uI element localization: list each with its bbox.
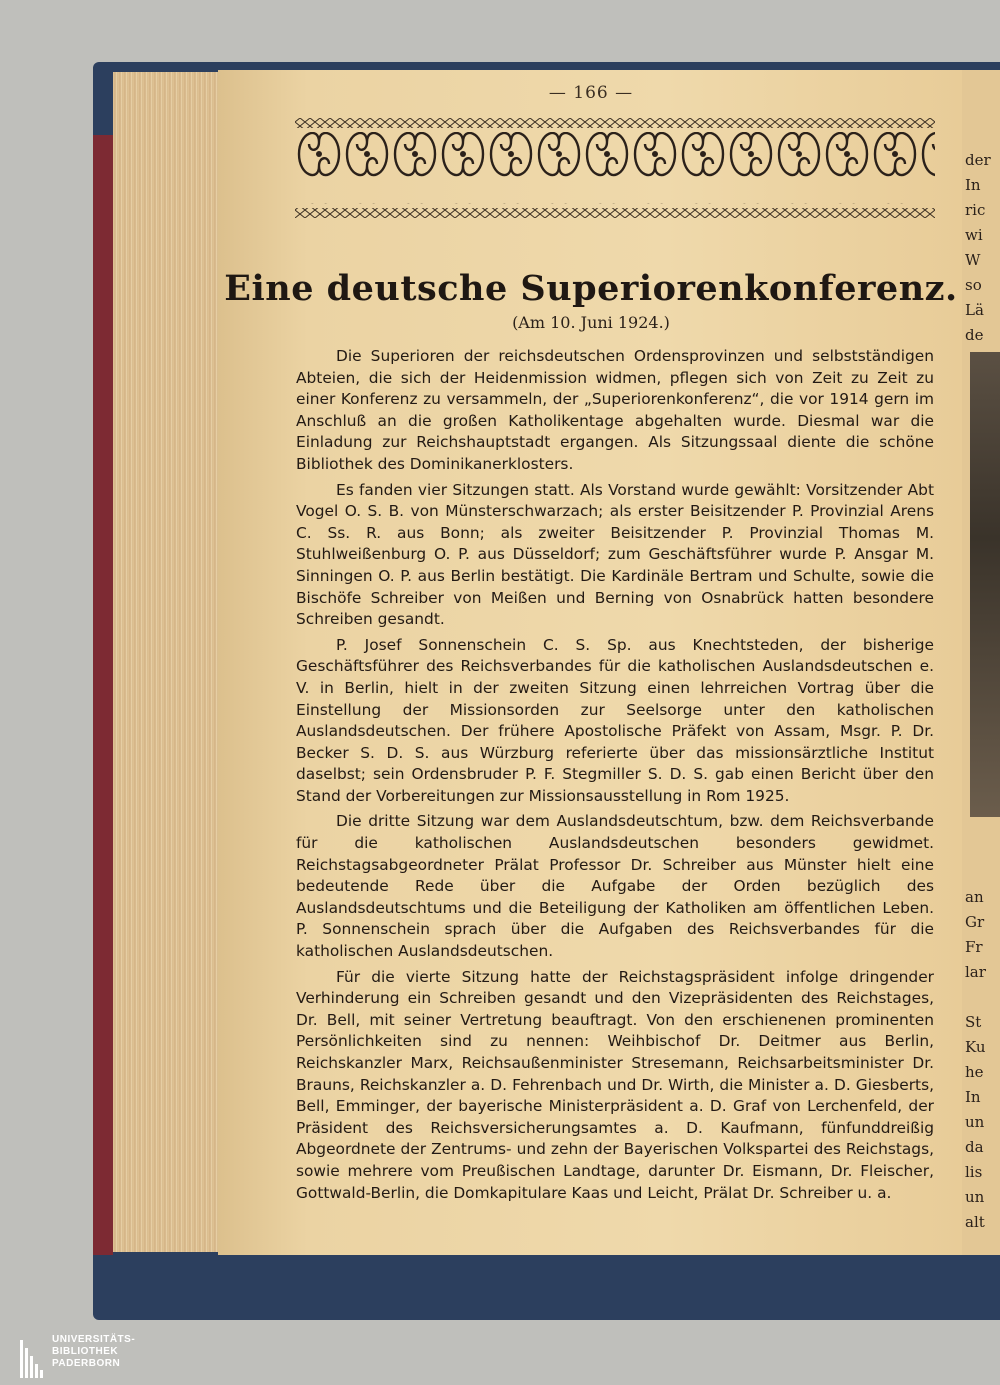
facing-page-text-top: der In ric wi W so Lä de: [965, 151, 991, 344]
facing-page: [962, 70, 1000, 1255]
article-title: Eine deutsche Superiorenkonferenz.: [224, 268, 958, 309]
paragraph: P. Josef Sonnenschein C. S. Sp. aus Knechtsteden, der bisherige Geschäftsführer des Reichsverbandes für die katholischen Auslandsdeutschen e. V. in Berlin, hielt in der zweiten Sitzung einen lehrreichen Vortrag über die Einstellung der Missionsorden zur Seelsorge unter den katholischen Auslandsdeutschen. Der frühere Apostolische Präfekt von Assam, Msgr. P. Dr. Becker S. D. S. aus Würzburg referierte über das missionsärztliche Institut daselbst; sein Ordensbruder P. F. Stegmiller S. D. S. gab einen Bericht über den Stand der Vorbereitungen zur Missionsausstellung in Rom 1925.: [296, 635, 934, 805]
paragraph: Es fanden vier Sitzungen statt. Als Vorstand wurde gewählt: Vorsitzender Abt Vogel O. S. B. von Münsterschwarzach; als erster Beisitzender P. Provinzial Arens C. Ss. R. aus Bonn; als zweiter Beisitzender P. Provinzial Thomas M. Stuhlweißenburg O. P. aus Düsseldorf; zum Geschäftsführer wurde P. Ansgar M. Sinningen O. P. aus Berlin bestätigt. Die Kardinäle Bertram und Schulte, sowie die Bischöfe Schreiber von Meißen und Berning von Osnabrück hatten besondere Schreiben gesandt.: [296, 480, 934, 629]
library-logo-text: UNIVERSITÄTS- BIBLIOTHEK PADERBORN: [52, 1334, 136, 1369]
page-number: — 166 —: [548, 83, 634, 103]
ornamental-header-band: [295, 118, 935, 218]
library-logo: [20, 1332, 220, 1382]
facing-page-photo: [970, 352, 1000, 817]
article-date: (Am 10. Juni 1924.): [512, 313, 670, 332]
paragraph: Die Superioren der reichsdeutschen Ordensprovinzen und selbstständigen Abteien, die sich der Heidenmission widmen, pflegen sich von Zeit zu Zeit zu einer Konferenz zu versammeln, der „Superiorenkonferenz“, die vor 1914 gern im Anschluß an die großen Katholikentage abgehalten wurde. Diesmal war die Einladung zur Reichshauptstadt ergangen. Als Sitzungssaal diente die schöne Bibliothek des Dominikanerklosters.: [296, 347, 934, 473]
paragraph: Die dritte Sitzung war dem Auslandsdeutschtum, bzw. dem Reichsverbande für die katholischen Auslandsdeutschen besonders gewidmet. Reichstagsabgeordneter Prälat Professor Dr. Schreiber aus Münster hielt eine bedeutende Rede über die Aufgabe der Orden bezüglich des Auslandsdeutschtums und die Beteiligung der Katholiken am öffentlichen Leben. P. Sonnenschein sprach über die Aufgaben des Reichsverbandes für die katholischen Auslandsdeutschen.: [296, 812, 934, 961]
book-spine-binding: [93, 135, 113, 1255]
paragraph: Für die vierte Sitzung hatte der Reichstagspräsident infolge dringender Verhinderung ein Schreiben gesandt und den Vizepräsidenten des Reichstages, Dr. Bell, mit seiner Vertretung beauftragt. Von den erschienenen prominenten Persönlichkeiten sind zu nennen: Weihbischof Dr. Deitmer aus Berlin, Reichskanzler Marx, Reichsaußenminister Stresemann, Reichsarbeitsminister Dr. Brauns, Reichskanzler a. D. Fehrenbach und Dr. Wirth, die Minister a. D. Giesberts, Bell, Emminger, der bayerische Ministerpräsident a. D. Graf von Lerchenfeld, der Präsident des Reichsversicherungsamtes a. D. Kaufmann, fünfunddreißig Abgeordnete der Zentrums- und zehn der Bayerischen Volkspartei des Reichstags, sowie mehrere vom Preußischen Landtage, darunter Dr. Eismann, Dr. Fleischer, Gottwald-Berlin, die Domkapitulare Kaas und Leicht, Prälat Dr. Schreiber u. a.: [296, 967, 934, 1202]
page-edges-stack: [113, 72, 225, 1252]
library-logo-mark-icon: [20, 1334, 44, 1378]
facing-page-text-bottom: an Gr Fr lar St Ku he In un da lis un alt: [965, 888, 986, 1231]
article-body: [296, 346, 934, 1208]
